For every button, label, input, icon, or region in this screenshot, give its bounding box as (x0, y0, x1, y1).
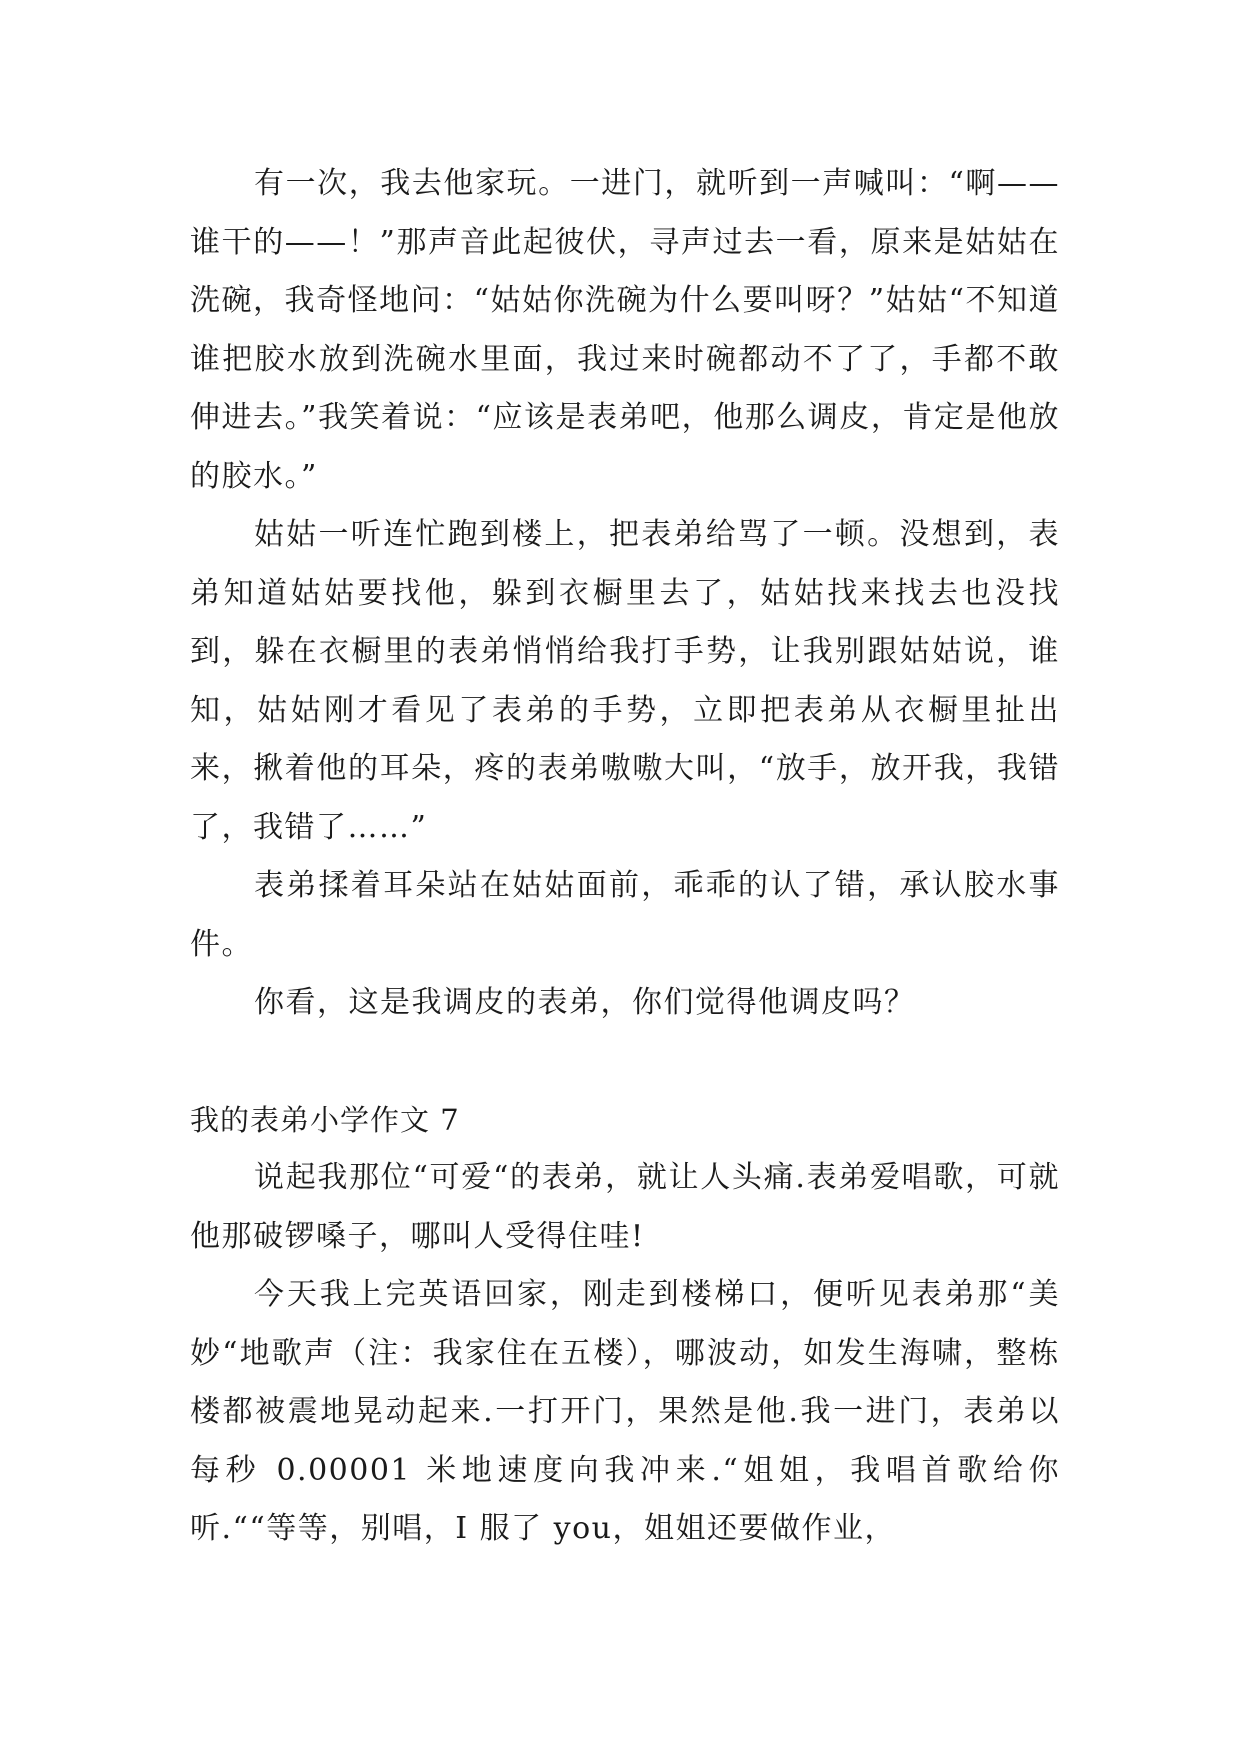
paragraph: 说起我那位“可爱“的表弟，就让人头痛.表弟爱唱歌，可就他那破锣嗓子，哪叫人受得住哇! (190, 1160, 1060, 1254)
paragraph: 姑姑一听连忙跑到楼上，把表弟给骂了一顿。没想到，表弟知道姑姑要找他，躲到衣橱里去了，姑姑找来找去也没找到，躲在衣橱里的表弟悄悄给我打手势，让我别跟姑姑说，谁知，姑姑刚才看见了表弟的手势，立即把表弟从衣橱里扯出来，揪着他的耳朵，疼的表弟嗷嗷大叫，“放手，放开我，我错了，我错了……” (190, 517, 1060, 845)
paragraph: 表弟揉着耳朵站在姑姑面前，乖乖的认了错，承认胶水事件。 (190, 868, 1060, 962)
document-body (190, 155, 1060, 1559)
paragraph: 有一次，我去他家玩。一进门，就听到一声喊叫：“啊——谁干的——！”那声音此起彼伏，寻声过去一看，原来是姑姑在洗碗，我奇怪地问：“姑姑你洗碗为什么要叫呀？”姑姑“不知道谁把胶水放到洗碗水里面，我过来时碗都动不了了，手都不敢伸进去。”我笑着说：“应该是表弟吧，他那么调皮，肯定是他放的胶水。” (190, 166, 1060, 494)
paragraph: 今天我上完英语回家，刚走到楼梯口，便听见表弟那“美妙“地歌声（注：我家住在五楼），哪波动，如发生海啸，整栋楼都被震地晃动起来.一打开门，果然是他.我一进门，表弟以每秒 0.00001 米地速度向我冲来.“姐姐，我唱首歌给你听.““等等，别唱，I 服了 you，姐姐还要做作业， (190, 1277, 1060, 1546)
blank-line (190, 1033, 1060, 1091)
section-title: 我的表弟小学作文 7 (190, 1102, 460, 1137)
paragraph: 你看，这是我调皮的表弟，你们觉得他调皮吗？ (254, 985, 916, 1020)
